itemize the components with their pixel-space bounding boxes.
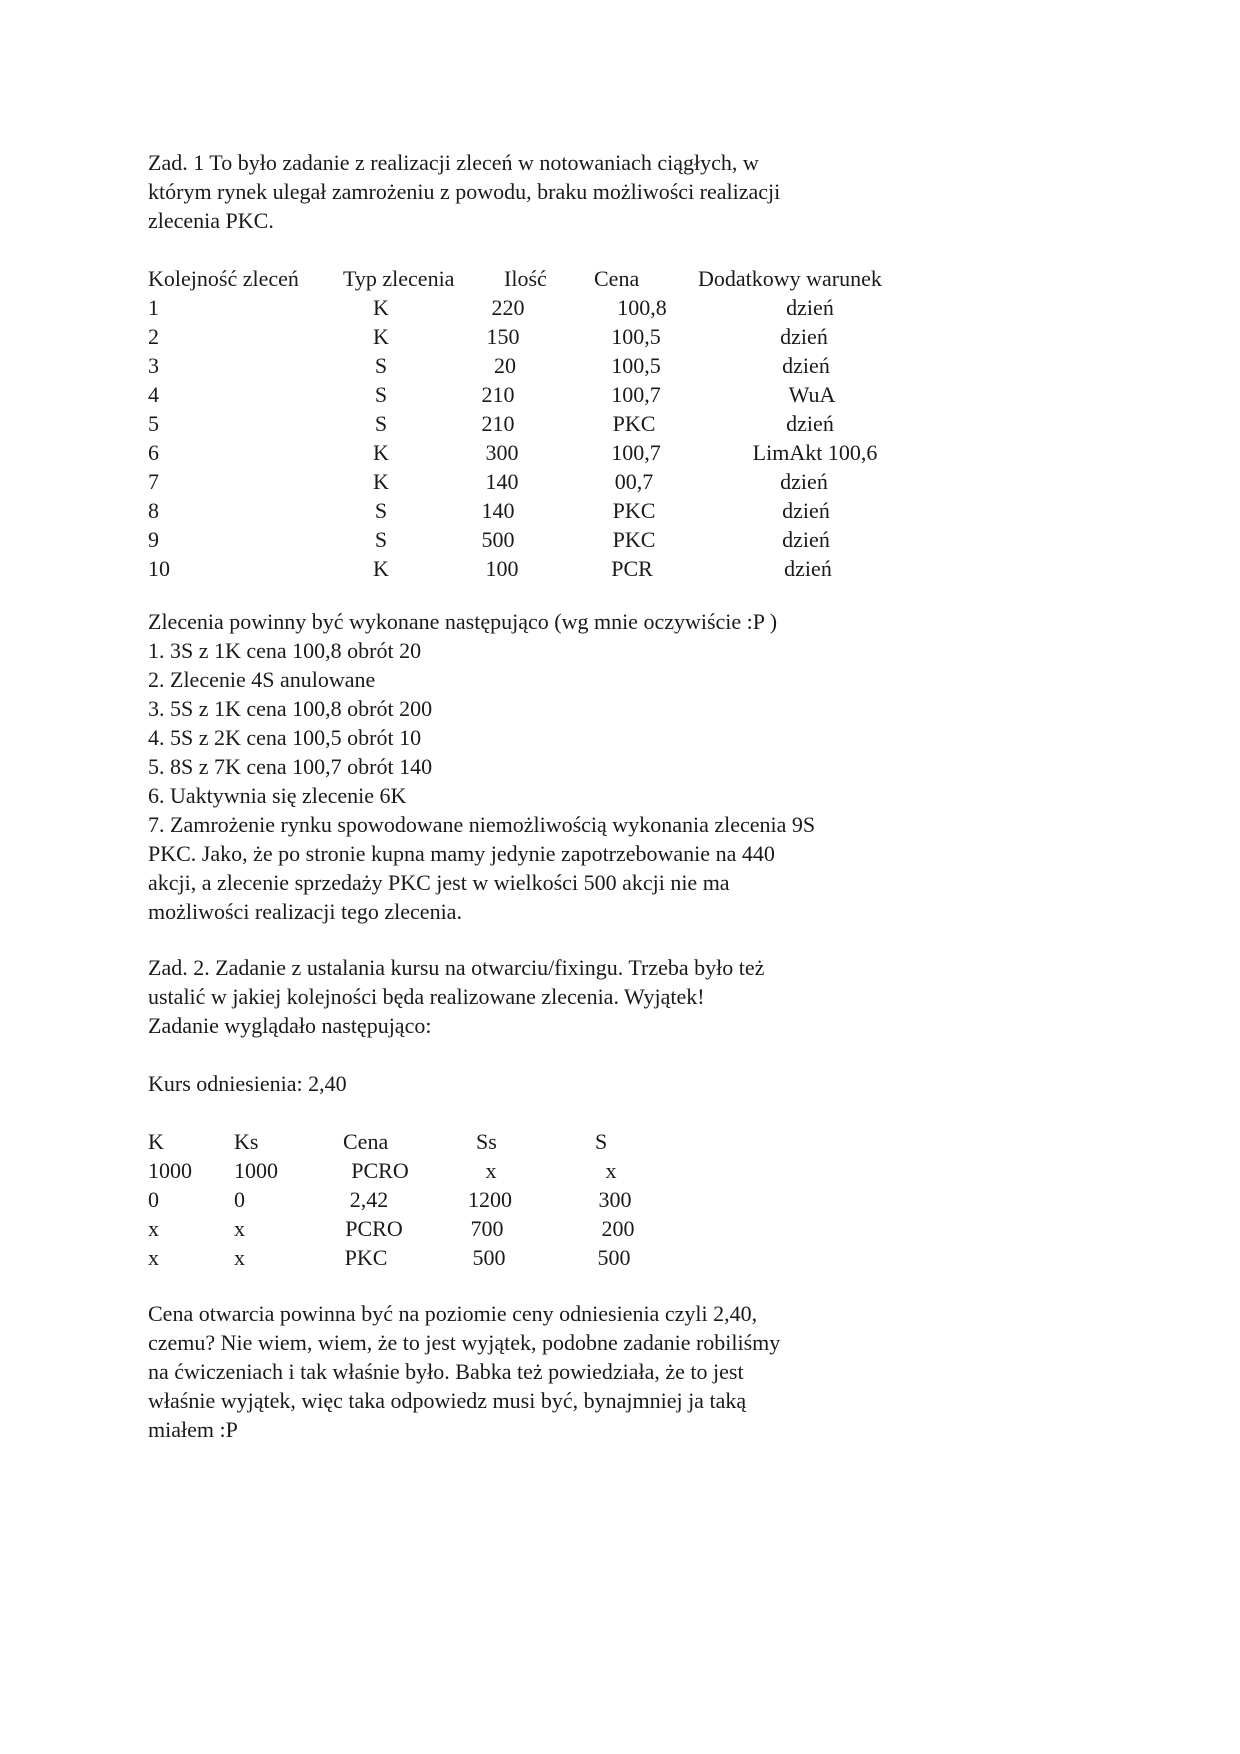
column-header: Typ zlecenia: [343, 266, 455, 291]
table-cell: x: [234, 1216, 245, 1241]
table-cell: 1: [148, 295, 159, 320]
column-header: Ss: [476, 1129, 497, 1154]
text-line: miałem :P: [148, 1417, 238, 1442]
text-line: 3. 5S z 1K cena 100,8 obrót 200: [148, 696, 433, 721]
table-cell: 140: [481, 498, 515, 523]
table-cell: dzień: [782, 353, 830, 378]
column-header: Cena: [594, 266, 640, 291]
text-line: 1. 3S z 1K cena 100,8 obrót 20: [148, 638, 422, 663]
table-cell: 20: [494, 353, 516, 378]
column-header: S: [595, 1129, 608, 1154]
table-cell: 2: [148, 324, 159, 349]
table-cell: dzień: [786, 411, 834, 436]
table-cell: 150: [486, 324, 520, 349]
table-row: [148, 554, 948, 583]
text-line: 5. 8S z 7K cena 100,7 obrót 140: [148, 754, 433, 779]
table-cell: 300: [598, 1187, 632, 1212]
table-cell: 1000: [234, 1158, 278, 1183]
table-cell: 6: [148, 440, 159, 465]
table-cell: 0: [234, 1187, 245, 1212]
table-cell: LimAkt 100,6: [752, 440, 878, 465]
text-line: 2. Zlecenie 4S anulowane: [148, 667, 376, 692]
table-cell: 100,7: [611, 382, 661, 407]
zad2-reference: [148, 1069, 948, 1098]
table-cell: 210: [481, 411, 515, 436]
text-line: PKC. Jako, że po stronie kupna mamy jedynie zapotrzebowanie na 440: [148, 841, 775, 866]
table-cell: S: [374, 353, 388, 378]
table-cell: 220: [491, 295, 525, 320]
table-cell: 7: [148, 469, 159, 494]
table-cell: dzień: [786, 295, 834, 320]
table-cell: PKC: [612, 527, 656, 552]
table-cell: 100,5: [611, 324, 661, 349]
column-header: K: [148, 1129, 164, 1154]
table-cell: K: [373, 556, 389, 581]
table-cell: K: [373, 440, 389, 465]
table-cell: dzień: [780, 469, 828, 494]
table-row: [148, 322, 948, 351]
table-row: [148, 1243, 948, 1272]
table-cell: 500: [472, 1245, 506, 1270]
zad2-intro: [148, 953, 948, 1040]
table-cell: dzień: [782, 498, 830, 523]
table-cell: 210: [481, 382, 515, 407]
table-row: [148, 1185, 948, 1214]
table-cell: 1000: [148, 1158, 192, 1183]
table-cell: PCR: [611, 556, 653, 581]
table-row: [148, 467, 948, 496]
table-cell: PKC: [344, 1245, 388, 1270]
text-line: 6. Uaktywnia się zlecenie 6K: [148, 783, 407, 808]
table-cell: 5: [148, 411, 159, 436]
table-row: [148, 496, 948, 525]
table-cell: S: [374, 382, 388, 407]
table-cell: 100,7: [611, 440, 661, 465]
table-cell: x: [605, 1158, 617, 1183]
table-row: [148, 380, 948, 409]
table-row: [148, 293, 948, 322]
column-header: Dodatkowy warunek: [698, 266, 882, 291]
table-cell: 300: [485, 440, 519, 465]
reference-rate: Kurs odniesienia: 2,40: [148, 1071, 347, 1096]
text-line: Zlecenia powinny być wykonane następująco (wg mnie oczywiście :P ): [148, 609, 778, 634]
table-cell: 500: [597, 1245, 631, 1270]
zad1-intro: [148, 148, 948, 235]
table-cell: K: [373, 469, 389, 494]
table-cell: x: [148, 1216, 159, 1241]
table-header-row: [148, 1127, 948, 1156]
text-line: Zad. 1 To było zadanie z realizacji zleceń w notowaniach ciągłych, w: [148, 150, 759, 175]
table-cell: x: [485, 1158, 497, 1183]
table-cell: 10: [148, 556, 170, 581]
table-cell: K: [373, 324, 389, 349]
table-cell: WuA: [788, 382, 836, 407]
text-line: akcji, a zlecenie sprzedaży PKC jest w wielkości 500 akcji nie ma: [148, 870, 730, 895]
text-line: możliwości realizacji tego zlecenia.: [148, 899, 462, 924]
table-cell: x: [148, 1245, 159, 1270]
table-cell: 200: [601, 1216, 635, 1241]
text-line: 4. 5S z 2K cena 100,5 obrót 10: [148, 725, 422, 750]
text-line: czemu? Nie wiem, wiem, że to jest wyjątek, podobne zadanie robiliśmy: [148, 1330, 781, 1355]
table-cell: dzień: [780, 324, 828, 349]
text-line: zlecenia PKC.: [148, 208, 274, 233]
text-line: którym rynek ulegał zamrożeniu z powodu, braku możliwości realizacji: [148, 179, 781, 204]
table-cell: PKC: [612, 498, 656, 523]
table-cell: S: [374, 527, 388, 552]
table-cell: 4: [148, 382, 159, 407]
table-cell: S: [374, 411, 388, 436]
text-line: ustalić w jakiej kolejności będa realizowane zlecenia. Wyjątek!: [148, 984, 705, 1009]
column-header: Cena: [343, 1129, 389, 1154]
table-cell: 8: [148, 498, 159, 523]
table-cell: 100,8: [617, 295, 667, 320]
text-line: na ćwiczeniach i tak właśnie było. Babka też powiedziała, że to jest: [148, 1359, 744, 1384]
column-header: Ilość: [504, 266, 547, 291]
table-cell: K: [373, 295, 389, 320]
table-row: [148, 409, 948, 438]
table-cell: 00,7: [614, 469, 654, 494]
text-line: Cena otwarcia powinna być na poziomie ceny odniesienia czyli 2,40,: [148, 1301, 758, 1326]
table-cell: 1200: [468, 1187, 512, 1212]
table-cell: S: [374, 498, 388, 523]
zad1-orders-table: [148, 264, 948, 583]
text-line: 7. Zamrożenie rynku spowodowane niemożliwością wykonania zlecenia 9S: [148, 812, 816, 837]
table-row: [148, 1156, 948, 1185]
table-cell: dzień: [782, 527, 830, 552]
table-cell: 100,5: [611, 353, 661, 378]
table-cell: 2,42: [349, 1187, 389, 1212]
zad2-conclusion: [148, 1299, 948, 1444]
table-row: [148, 438, 948, 467]
zad1-solution: [148, 607, 948, 926]
table-cell: 700: [470, 1216, 504, 1241]
text-line: właśnie wyjątek, więc taka odpowiedz musi być, bynajmniej ja taką: [148, 1388, 747, 1413]
table-cell: dzień: [784, 556, 832, 581]
table-cell: PKC: [612, 411, 656, 436]
column-header: Ks: [234, 1129, 259, 1154]
table-header-row: [148, 264, 948, 293]
table-cell: PCRO: [345, 1216, 403, 1241]
table-cell: 3: [148, 353, 159, 378]
table-row: [148, 1214, 948, 1243]
table-cell: 9: [148, 527, 159, 552]
zad2-fixing-table: [148, 1127, 948, 1272]
text-line: Zadanie wyglądało następująco:: [148, 1013, 432, 1038]
table-cell: 140: [485, 469, 519, 494]
table-row: [148, 351, 948, 380]
table-cell: 100: [485, 556, 519, 581]
text-line: Zad. 2. Zadanie z ustalania kursu na otwarciu/fixingu. Trzeba było też: [148, 955, 765, 980]
table-cell: 500: [481, 527, 515, 552]
table-cell: x: [234, 1245, 245, 1270]
table-cell: 0: [148, 1187, 159, 1212]
table-row: [148, 525, 948, 554]
column-header: Kolejność zleceń: [148, 266, 299, 291]
table-cell: PCRO: [351, 1158, 409, 1183]
